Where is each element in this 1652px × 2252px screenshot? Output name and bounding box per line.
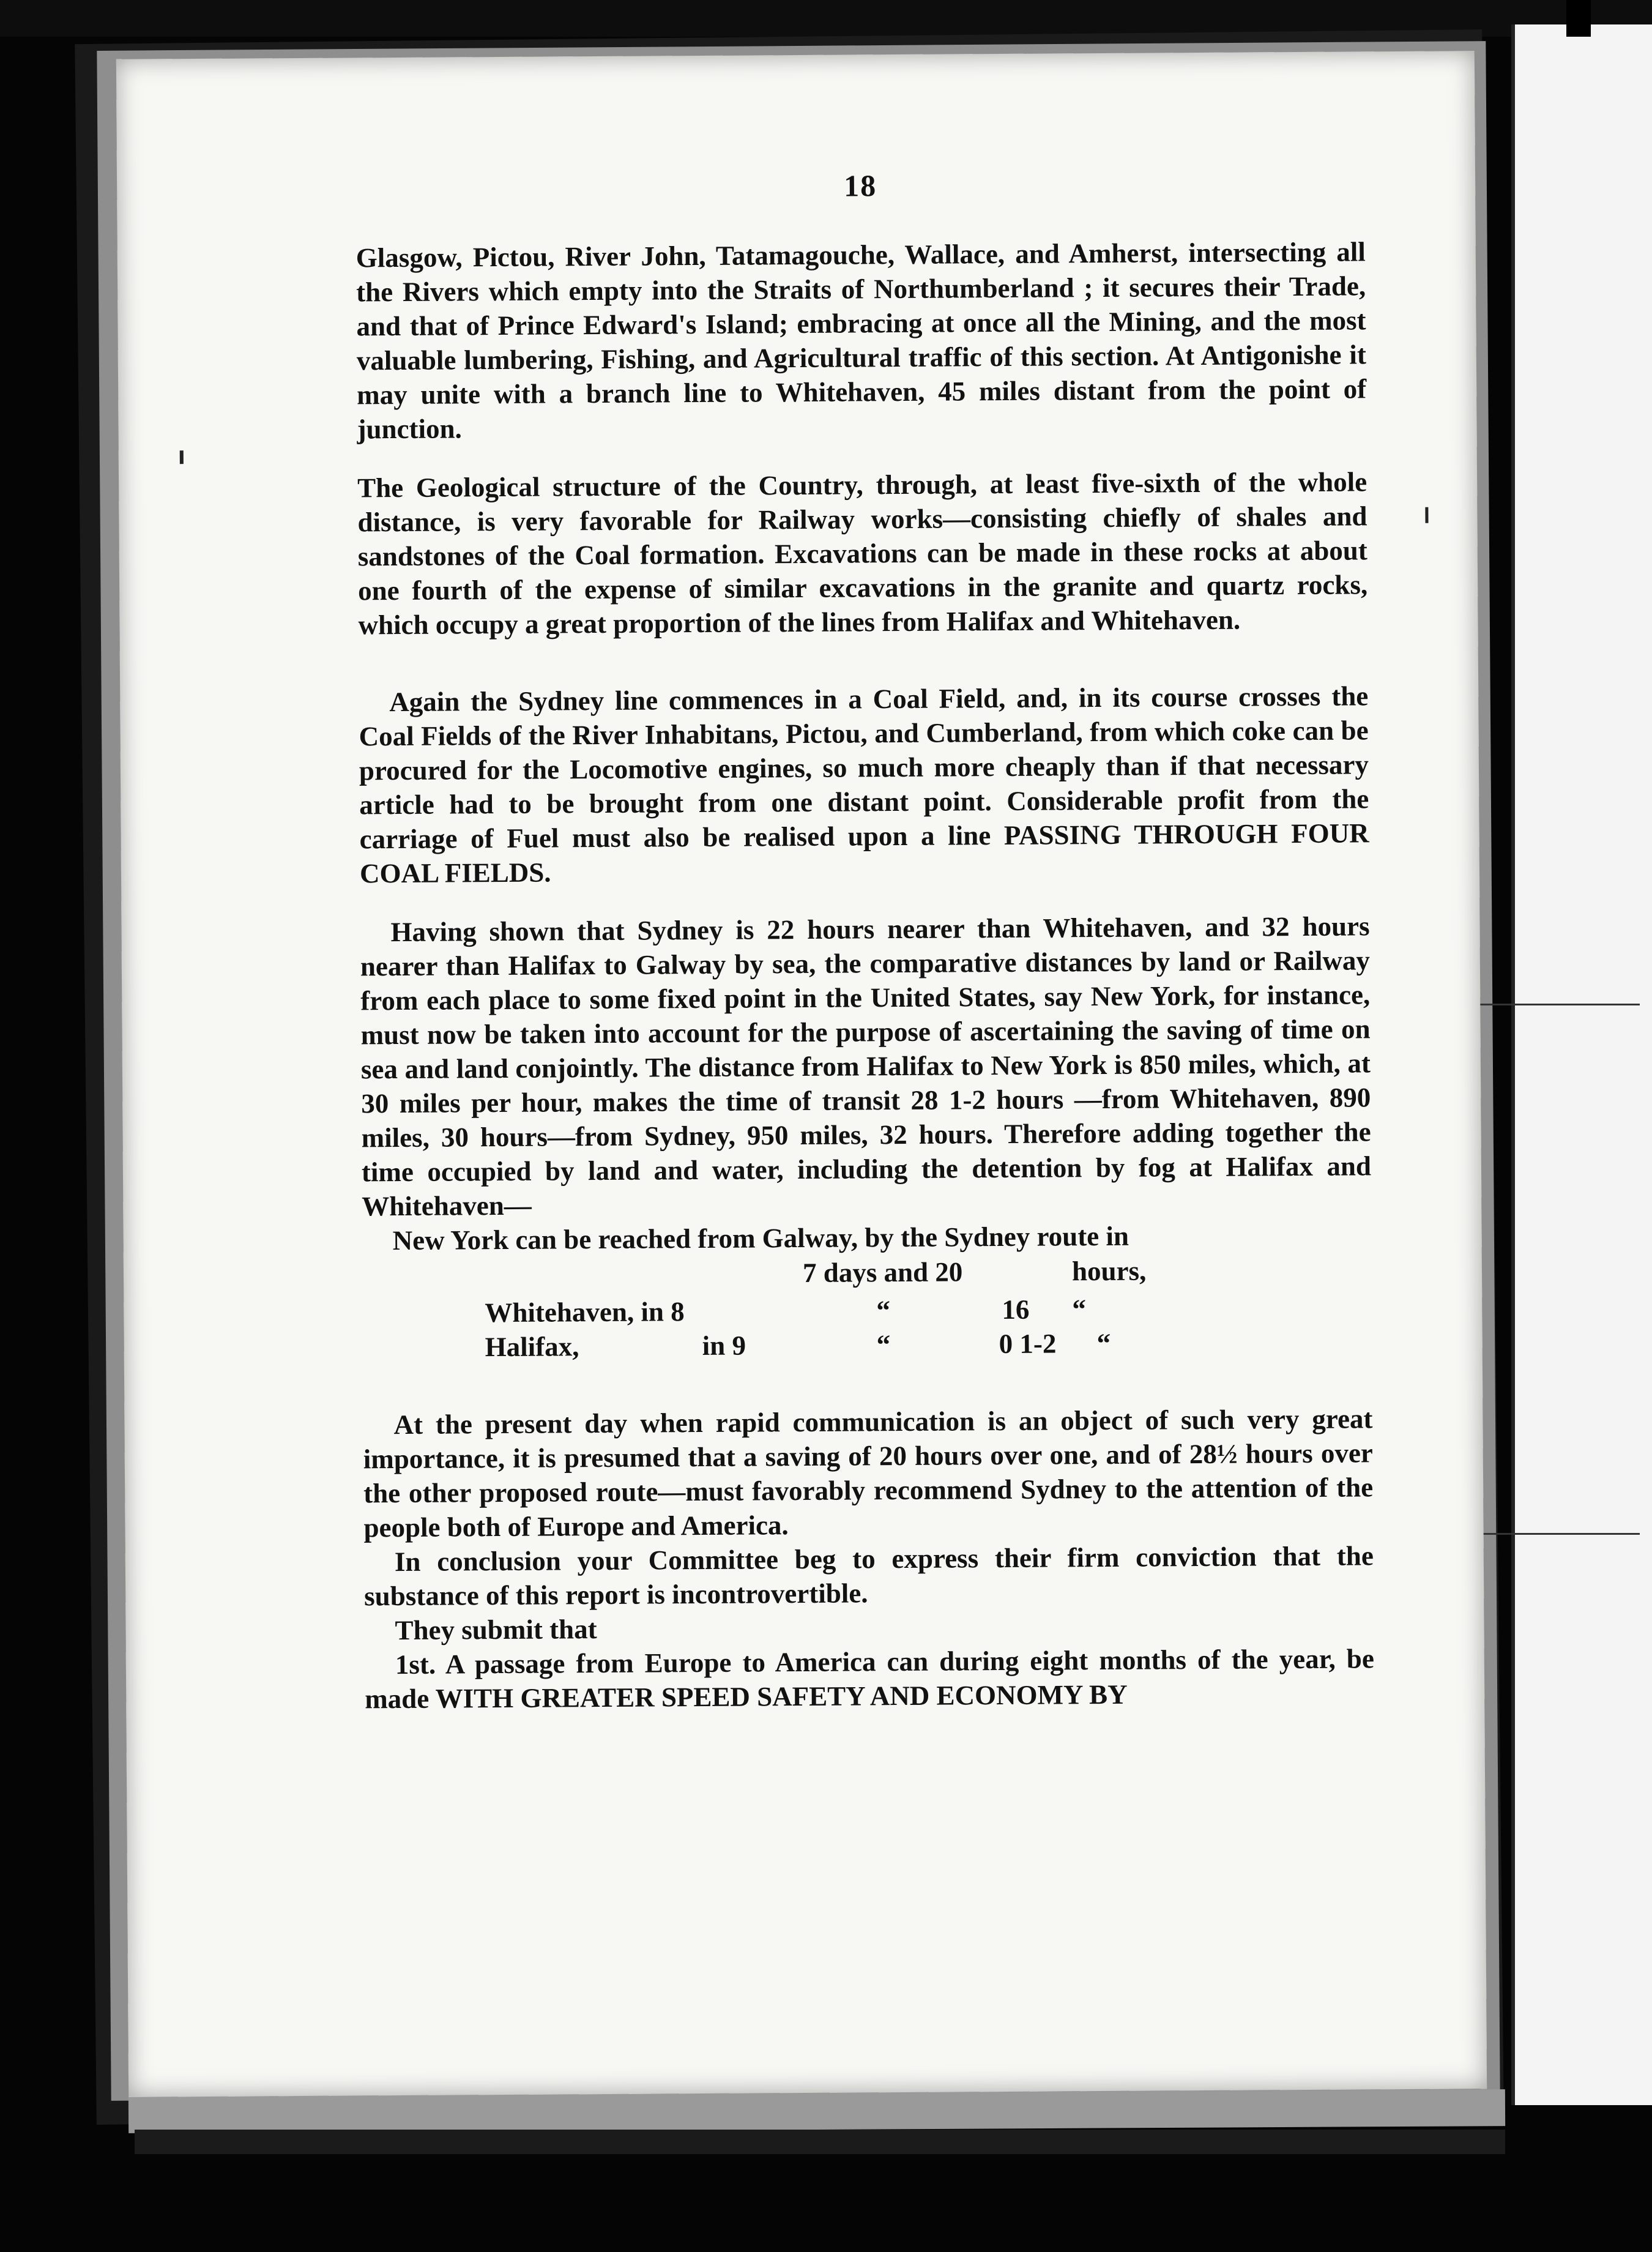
travel-time-table [362, 1251, 1372, 1365]
table-cell: 0 1-2 [999, 1328, 1057, 1360]
table-cell: “ [1072, 1294, 1087, 1325]
ink-mark [180, 450, 184, 464]
page-text-block [355, 165, 1374, 1716]
book-page [116, 51, 1487, 2097]
facing-page-edge [1511, 24, 1652, 2105]
page-number: 18 [843, 168, 877, 203]
paragraph: The Geological structure of the Country, through, at least five-sixth of the whole distance, is very favorable for Railway works—consisting chiefly of shales and sandstones of the Coal formation. Excavations can be made in these rocks at about one fourth of the expense of similar excavations in the granite and quartz rocks, which occupy a great proportion of the lines from Halifax and Whitehaven. [357, 466, 1368, 641]
table-cell: Whitehaven, in 8 [485, 1296, 685, 1329]
page-stack-bottom [128, 2089, 1505, 2133]
table-cell: hours, [1071, 1255, 1147, 1287]
table-cell: “ [1096, 1327, 1111, 1359]
table-cell: “ [876, 1295, 891, 1326]
paragraph: Glasgow, Pictou, River John, Tatamagouche, Wallace, and Amherst, intersecting all the Rivers which empty into the Straits of Northumberland ; it secures their Trade, and that of Prince Edward's Island; embracing at once all the Mining, and the most valuable lumbering, Fishing, and Agricultural traffic of this section. At Antigonishe it may unite with a branch line to Whitehaven, 45 miles distant from the point of junction. [355, 236, 1367, 445]
table-cell: 7 days and 20 [802, 1256, 963, 1288]
paragraph: New York can be reached from Galway, by the Sydney route in [392, 1220, 1129, 1256]
ink-mark [1425, 507, 1428, 523]
paragraph: They submit that [395, 1614, 597, 1646]
table-cell: in 9 [702, 1330, 746, 1361]
paragraph: In conclusion your Committee beg to express their firm conviction that the substance of this report is incontrovertible. [364, 1540, 1374, 1612]
binding-ribbon [1566, 0, 1591, 37]
table-cell: Halifax, [485, 1331, 579, 1363]
paragraph: At the present day when rapid communication is an object of such very great importance, it is presumed that a saving of 20 hours over one, and of 28½ hours over the other proposed route—must favorably recommend Sydney to the attention of the people both of Europe and America. [363, 1403, 1374, 1543]
paragraph-gap [363, 1359, 1372, 1408]
paragraph: 1st. A passage from Europe to America can during eight months of the year, be made WITH GREATER SPEED SAFETY AND ECONOMY BY [365, 1643, 1375, 1715]
paragraph: Having shown that Sydney is 22 hours nearer than Whitehaven, and 32 hours nearer than Halifax to Galway by sea, the comparative distances by land or Railway from each place to some fixed point in the United States, say New York, for instance, must now be taken into account for the purpose of ascertaining the saving of time on sea and land conjointly. The distance from Halifax to New York is 850 miles, which, at 30 miles per hour, makes the time of transit 28 1-2 hours —from Whitehaven, 890 miles, 30 hours—from Sydney, 950 miles, 32 hours. Therefore adding together the time occupied by land and water, including the detention by fog at Halifax and Whitehaven— [360, 911, 1372, 1222]
paragraph: Again the Sydney line commences in a Coal Field, and, in its course crosses the Coal Fields of the River Inhabitans, Pictou, and Cumberland, from which coke can be procured for the Locomotive engines, so much more cheaply than if that necessary article had to be brought from one distant point. Considerable profit from the carriage of Fuel must also be realised upon a line PASSING THROUGH FOUR COAL FIELDS. [359, 680, 1369, 889]
paragraph-gap [359, 636, 1368, 685]
table-cell: 16 [1002, 1294, 1030, 1325]
table-cell: “ [876, 1329, 891, 1360]
cover-bottom-edge [135, 2130, 1505, 2154]
